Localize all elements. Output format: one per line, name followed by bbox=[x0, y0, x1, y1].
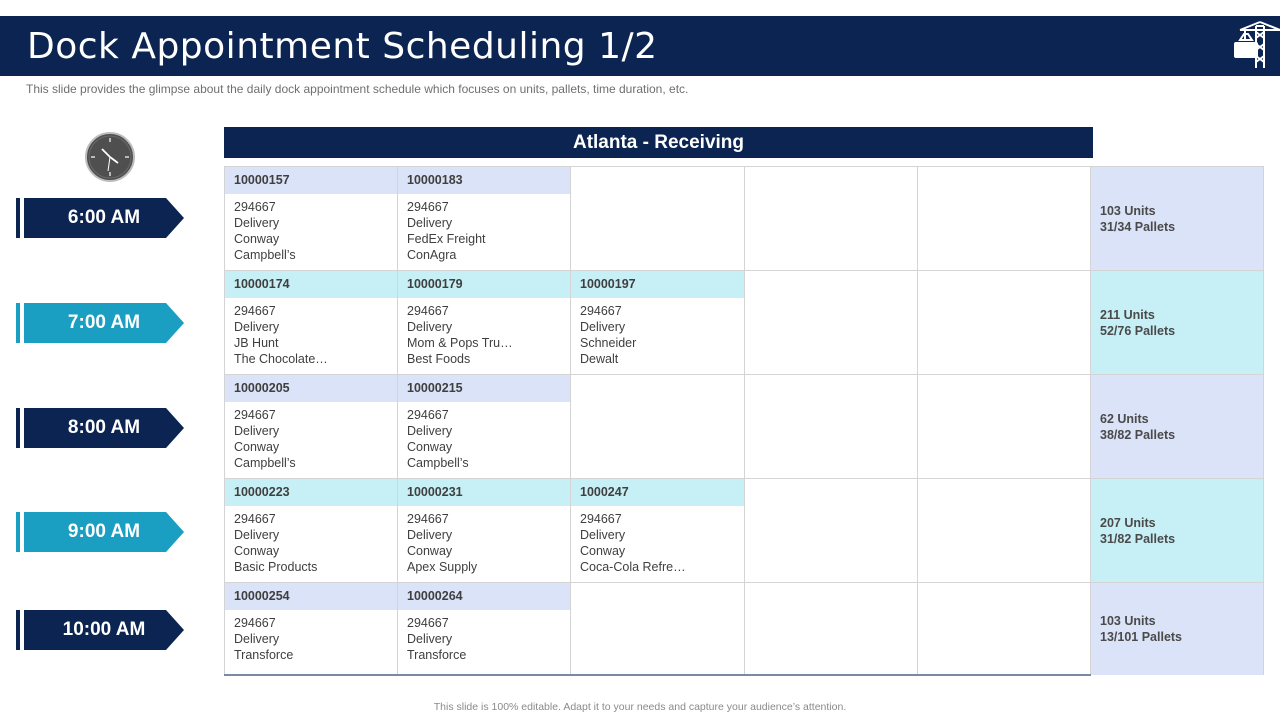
appointment-details: 294667 Delivery Mom & Pops Tru… Best Foods bbox=[407, 304, 513, 366]
pallets-value: 13/101 Pallets bbox=[1100, 630, 1183, 644]
crane-icon bbox=[1230, 20, 1280, 72]
appointment-details: 294667 Delivery Conway Campbell’s bbox=[234, 408, 296, 470]
units-value: 103 Units bbox=[1100, 203, 1156, 218]
pallets-value: 31/34 Pallets bbox=[1100, 219, 1176, 234]
appointment-id: 10000179 bbox=[397, 271, 570, 298]
appointment-id: 10000215 bbox=[397, 375, 570, 402]
time-slot-7am bbox=[16, 303, 186, 343]
appointment-details: 294667 Delivery Schneider Dewalt bbox=[580, 304, 637, 366]
appointment-details: 294667 Delivery Conway Campbell’s bbox=[234, 200, 296, 262]
grid-line bbox=[744, 166, 745, 675]
grid-line bbox=[917, 166, 918, 675]
footer-note: This slide is 100% editable. Adapt it to your needs and capture your audience’s attention. bbox=[433, 701, 847, 713]
appointment-id: 10000183 bbox=[397, 167, 570, 194]
time-slot-9am bbox=[16, 512, 186, 552]
units-value: 211 Units bbox=[1100, 307, 1155, 322]
grid-line bbox=[224, 166, 225, 675]
appointment-details: 294667 Delivery FedEx Freight ConAgra bbox=[407, 200, 486, 262]
appointment-details: 294667 Delivery Conway Basic Products bbox=[234, 512, 318, 574]
appointment-details: 294667 Delivery Transforce bbox=[407, 616, 467, 662]
units-value: 62 Units bbox=[1100, 411, 1149, 426]
time-label: 9:00 AM bbox=[67, 521, 141, 542]
grid-line bbox=[397, 166, 398, 675]
summary-cell bbox=[1091, 583, 1264, 675]
appointment-id: 10000197 bbox=[570, 271, 744, 298]
summary-cell bbox=[1091, 167, 1264, 270]
grid-line bbox=[1263, 166, 1264, 675]
time-label: 6:00 AM bbox=[67, 207, 141, 228]
units-value: 207 Units bbox=[1100, 515, 1156, 530]
appointment-id: 10000254 bbox=[224, 583, 397, 610]
appointment-id: 10000231 bbox=[397, 479, 570, 506]
time-slot-6am bbox=[16, 198, 186, 238]
summary-cell bbox=[1091, 479, 1264, 582]
clock-icon bbox=[84, 131, 136, 183]
appointment-id: 10000205 bbox=[224, 375, 397, 402]
table-bottom-border bbox=[224, 674, 1091, 676]
pallets-value: 38/82 Pallets bbox=[1100, 427, 1176, 442]
pallets-value: 52/76 Pallets bbox=[1100, 323, 1176, 338]
title-bar bbox=[0, 16, 1280, 76]
summary-cell bbox=[1091, 375, 1264, 478]
appointment-id: 10000223 bbox=[224, 479, 397, 506]
time-slot-8am bbox=[16, 408, 186, 448]
grid-line bbox=[1090, 166, 1091, 675]
appointment-details: 294667 Delivery JB Hunt The Chocolate… bbox=[234, 304, 328, 366]
appointment-id: 1000247 bbox=[570, 479, 744, 506]
appointment-details: 294667 Delivery Conway Coca-Cola Refre… bbox=[580, 512, 686, 574]
appointment-id: 10000264 bbox=[397, 583, 570, 610]
summary-cell bbox=[1091, 271, 1264, 374]
appointment-id: 10000174 bbox=[224, 271, 397, 298]
appointment-id: 10000157 bbox=[224, 167, 397, 194]
time-label: 10:00 AM bbox=[62, 619, 146, 640]
pallets-value: 31/82 Pallets bbox=[1100, 531, 1176, 546]
units-value: 103 Units bbox=[1100, 614, 1156, 628]
appointment-details: 294667 Delivery Conway Apex Supply bbox=[407, 512, 478, 574]
table-header: Atlanta - Receiving bbox=[224, 127, 1093, 158]
time-slot-10am bbox=[16, 610, 186, 650]
page-title: Dock Appointment Scheduling 1/2 bbox=[27, 26, 658, 67]
appointment-details: 294667 Delivery Conway Campbell’s bbox=[407, 408, 469, 470]
time-label: 7:00 AM bbox=[67, 312, 141, 333]
subtitle: This slide provides the glimpse about the daily dock appointment schedule which focuses on units, pallets, time duration, etc. bbox=[26, 82, 689, 96]
grid-line bbox=[570, 166, 571, 675]
time-label: 8:00 AM bbox=[67, 417, 141, 438]
appointment-details: 294667 Delivery Transforce bbox=[234, 616, 294, 662]
